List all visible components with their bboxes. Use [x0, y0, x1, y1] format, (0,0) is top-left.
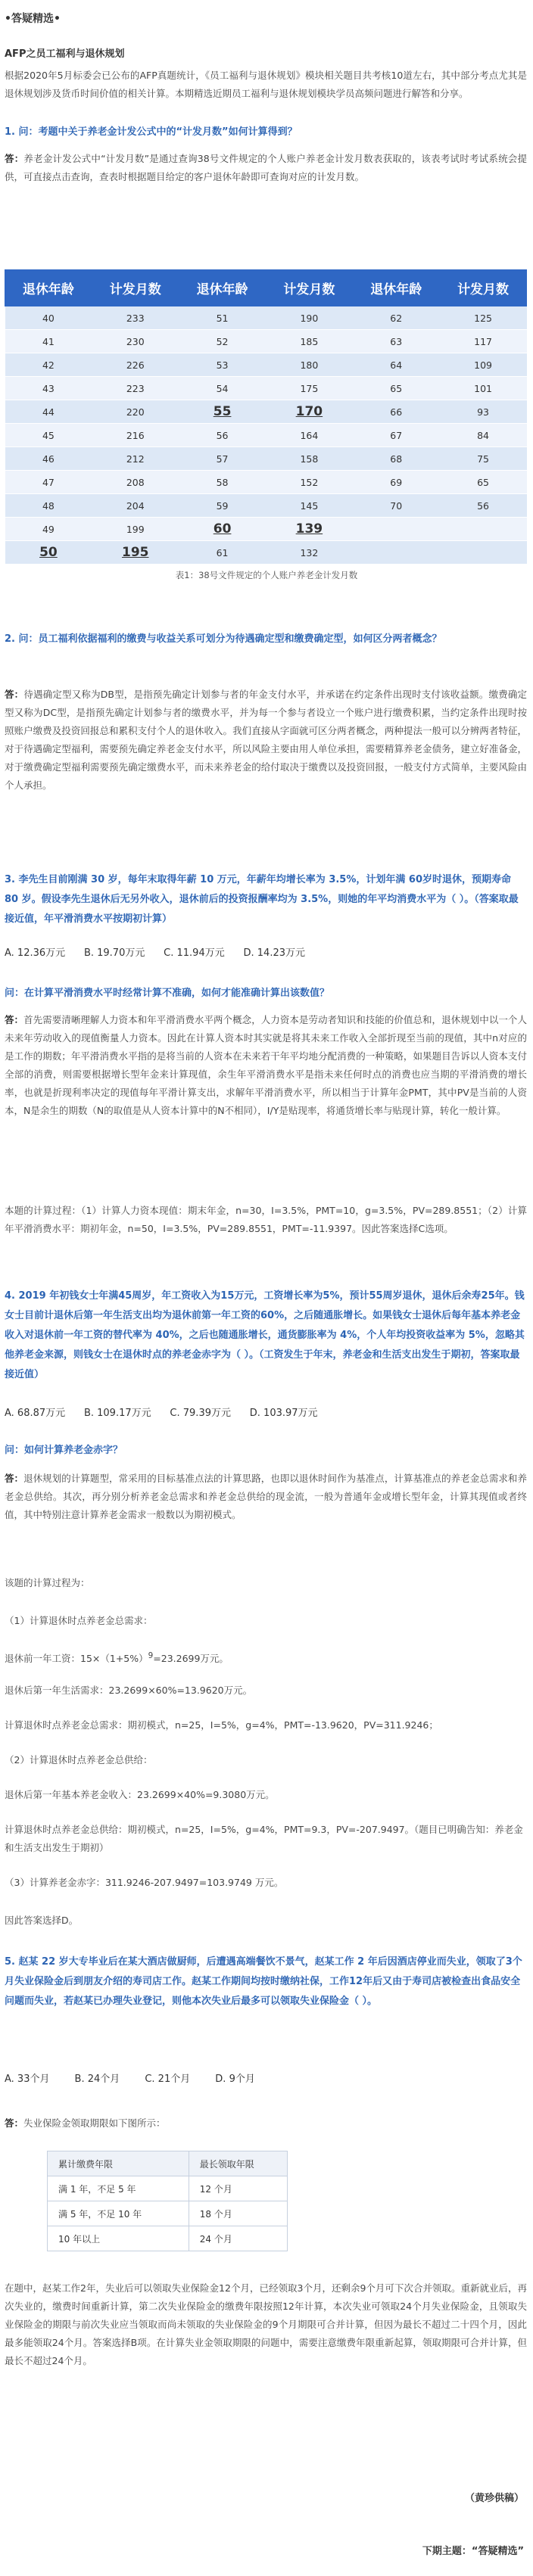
table-cell: 199 — [92, 518, 179, 541]
q3-options — [5, 944, 527, 963]
highlighted-cell: 195 — [92, 541, 179, 565]
table-cell — [440, 541, 527, 565]
table-cell: 158 — [266, 447, 353, 471]
table-caption: 表1：38号文件规定的个人账户养老金计发月数 — [175, 570, 358, 580]
pension-months-table — [5, 269, 527, 565]
header-cell: 退休年龄 — [179, 270, 266, 306]
table-cell: 45 — [5, 424, 92, 447]
article-title: AFP之员工福利与退休规划 — [5, 48, 125, 60]
q5-option-a: A. 33个月 — [5, 2074, 50, 2085]
table-cell: 56 — [440, 494, 527, 518]
table-cell: 220 — [92, 400, 179, 424]
q4-option-c: C. 79.39万元 — [170, 1408, 231, 1419]
unemployment-benefit-table — [47, 2151, 288, 2251]
q4-followup: 问：如何计算养老金赤字？ — [5, 1445, 123, 1456]
table-cell: 223 — [92, 377, 179, 400]
q4-step2-b: 计算退休时点养老金总供给：期初模式，n=25，I=5%，g=4%，PMT=9.3，PV=-207.9497。（题目已明确告知：养老金和生活支出发生于期初） — [5, 1824, 523, 1853]
column-label: •答疑精选• — [5, 13, 61, 25]
table-row — [5, 541, 527, 565]
q5-options — [5, 2070, 527, 2089]
table-cell: 233 — [92, 306, 179, 330]
q3-option-b: B. 19.70万元 — [83, 947, 145, 959]
table-cell: 101 — [440, 377, 527, 400]
table-cell: 43 — [5, 377, 92, 400]
q5-option-b: B. 24个月 — [74, 2074, 120, 2085]
table-cell: 68 — [353, 447, 440, 471]
table-row — [5, 306, 527, 330]
table-cell: 65 — [440, 471, 527, 494]
highlighted-cell: 170 — [266, 400, 353, 424]
q4-options — [5, 1405, 527, 1423]
q2-answer-label: 答： — [5, 689, 24, 700]
q1-answer — [5, 150, 527, 186]
table-cell — [440, 518, 527, 541]
q3-option-c: C. 11.94万元 — [164, 947, 225, 959]
q4-step1-b: 退休后第一年生活需求：23.2699×60%=13.9620万元。 — [5, 1685, 253, 1696]
table-cell: 49 — [5, 518, 92, 541]
table-cell: 24 个月 — [189, 2226, 287, 2251]
table-cell: 185 — [266, 330, 353, 353]
table-cell: 59 — [179, 494, 266, 518]
table-cell: 12 个月 — [189, 2176, 287, 2201]
q4-conclusion: 因此答案选择D。 — [5, 1915, 79, 1926]
table-cell: 65 — [353, 377, 440, 400]
header-cell: 退休年龄 — [353, 270, 440, 306]
q4-step1-a-text: 退休前一年工资：15×（1+5%） — [5, 1653, 148, 1665]
next-topic: 下期主题：“答疑精选” — [422, 2546, 524, 2557]
table-row — [48, 2226, 288, 2251]
table-row — [48, 2201, 288, 2226]
table-cell: 满 5 年，不足 10 年 — [48, 2201, 189, 2226]
table-cell: 51 — [179, 306, 266, 330]
table-row — [5, 377, 527, 400]
table-row — [5, 518, 527, 541]
table-header-row — [48, 2151, 288, 2176]
table-row — [5, 400, 527, 424]
table-cell: 62 — [353, 306, 440, 330]
q5-option-d: D. 9个月 — [215, 2074, 255, 2085]
q4-step3: （3）计算养老金赤字：311.9246-207.9497=103.9749 万元。 — [5, 1877, 284, 1888]
q3-question: 3. 李先生目前刚满 30 岁，每年末取得年薪 10 万元，年薪年均增长率为 3.5%，计划年满 60岁时退休，预期寿命 80 岁。假设李先生退休后无另外收入，退休前后的投资报酬率均为 3.5%，则她的年平均消费水平为（ ）。（答案取最接近值，年平滑消费水平按期初计算） — [5, 874, 519, 925]
table-cell: 最长领取年限 — [189, 2151, 287, 2176]
table-cell: 69 — [353, 471, 440, 494]
q3-calc: 本题的计算过程：（1）计算人力资本现值：期末年金，n=30，I=3.5%，PMT=10，g=3.5%，PV=289.8551；（2）计算年平滑消费水平：期初年金，n=50，I=3.5%，PV=289.8551，PMT=-11.9397。因此答案选择C选项。 — [5, 1205, 527, 1234]
q4-question: 4. 2019 年初钱女士年满45周岁，年工资收入为15万元，工资增长率为5%，预计55周岁退休，退休后余寿25年。钱女士目前计退休后第一年生活支出均为退休前第一年工资的60%，之后随通胀增长。如果钱女士退休后每年基本养老金收入对退休前一年工资的替代率为 40%，之后也随通胀增长，通货膨胀率为 4%，个人年均投资收益率为 5%，忽略其他养老金来源，则钱女士在退休时点的养老金赤字为（ ）。（工资发生于年末，养老金和生活支出发生于期初，答案取最接近值） — [5, 1290, 525, 1380]
highlighted-cell: 139 — [266, 518, 353, 541]
table-cell: 212 — [92, 447, 179, 471]
q4-step1-c: 计算退休时点养老金总需求：期初模式，n=25，I=5%，g=4%，PMT=-13.9620，PV=311.9246； — [5, 1719, 438, 1731]
q5-answer-label: 答： — [5, 2117, 24, 2129]
table-header-row — [5, 270, 527, 306]
q4-step1-a-exponent: 9 — [148, 1651, 154, 1660]
highlighted-cell: 60 — [179, 518, 266, 541]
q5-question: 5. 赵某 22 岁大专毕业后在某大酒店做厨师，后遭遇高端餐饮不景气，赵某工作 2 年后因酒店停业而失业，领取了3个月失业保险金后到朋友介绍的寿司店工作。赵某工作期间均按时缴纳社保，工作12年后又由于寿司店被检查出食品安全问题而失业，若赵某已办理失业登记，则他本次失业后最多可以领取失业保险金（ ）。 — [5, 1956, 522, 2007]
q2-answer-text: 待遇确定型又称为DB型，是指预先确定计划参与者的年金支付水平，并承诺在约定条件出现时支付该收益额。缴费确定型又称为DC型，是指预先确定计划参与者的缴费水平，并为每一个参与者设立一个账户进行缴费积累，当约定条件出现时按照账户缴费及投资回报总和累积支付个人的退休收入。我们直接从字面就可区分两者概念，两种提法一般可以分辨两者特征，对于待遇确定型福利，需要预先确定养老金支付水平，所以风险主要由用人单位承担，需要精算养老金债务，建立好准备金，对于缴费确定型福利需要预先确定缴费水平，而未来养老金的给付取决于缴费以及投资回报，一般支付方式简单，主要风险由个人承担。 — [5, 689, 527, 791]
table-row — [5, 494, 527, 518]
table-cell: 58 — [179, 471, 266, 494]
table-cell: 175 — [266, 377, 353, 400]
table-row — [48, 2176, 288, 2201]
table-cell: 226 — [92, 353, 179, 377]
q3-option-d: D. 14.23万元 — [243, 947, 306, 959]
table-cell: 67 — [353, 424, 440, 447]
table-cell: 53 — [179, 353, 266, 377]
q2-question: 2. 问：员工福利依据福利的缴费与收益关系可划分为待遇确定型和缴费确定型，如何区分两者概念？ — [5, 633, 442, 645]
header-cell: 退休年龄 — [5, 270, 92, 306]
q3-option-a: A. 12.36万元 — [5, 947, 66, 959]
author-credit: （黄珍供稿） — [464, 2493, 524, 2504]
q3-answer-text: 首先需要清晰理解人力资本和年平滑消费水平两个概念，人力资本是劳动者知识和技能的价值总和，退休规划中以一个人未来年劳动收入的现值衡量人力资本。因此在计算人资本时其实就是将其未来工作收入全部折现至当前的现值，其中n对应的是工作的期数；年平滑消费水平指的是将当前的人资本在未来若干年平均地分配消费的一种策略，如果题目告诉以人资本支付全部的消费，则需要根据增长型年金来计算现值，余生年平滑消费水平是指未来任何时点的消费也应当期的平滑消费的增长率，也就是折现利率决定的现值每年平滑计算支出，求解年平滑消费水平，所以相当于计算年金PMT，其中PV是当前的人资本，N是余生的期数（N的取值是从人资本计算中的N不相同），I/Y是贴现率，将通货增长率与贴现计算，转化一般计算。 — [5, 1014, 527, 1116]
q4-step1-a-result: =23.2699万元。 — [153, 1653, 229, 1665]
table-row — [5, 353, 527, 377]
table-row — [5, 424, 527, 447]
table-cell: 66 — [353, 400, 440, 424]
q4-step1-a — [5, 1647, 527, 1668]
table-cell: 40 — [5, 306, 92, 330]
q4-step1-title: （1）计算退休时点养老金总需求： — [5, 1615, 153, 1626]
table-row — [5, 330, 527, 353]
table-cell: 累计缴费年限 — [48, 2151, 189, 2176]
table-row — [5, 471, 527, 494]
table-cell: 208 — [92, 471, 179, 494]
q4-answer-label: 答： — [5, 1473, 24, 1484]
table-cell: 125 — [440, 306, 527, 330]
table-cell: 93 — [440, 400, 527, 424]
highlighted-cell: 55 — [179, 400, 266, 424]
header-cell: 计发月数 — [266, 270, 353, 306]
q4-step2-title: （2）计算退休时点养老金总供给： — [5, 1754, 153, 1766]
q5-option-c: C. 21个月 — [145, 2074, 191, 2085]
table-cell: 47 — [5, 471, 92, 494]
q4-answer-text: 退休规划的计算题型，常采用的目标基准点法的计算思路，也即以退休时间作为基准点，计算基准点的养老金总需求和养老金总供给。其次，再分别分析养老金总需求和养老金总供给的现金流，一般为普通年金或增长型年金，计算其现值或者终值，其中特别注意计算养老金需求一般数以为期初模式。 — [5, 1473, 527, 1520]
q1-answer-label: 答： — [5, 153, 24, 164]
q5-answer-text: 失业保险金领取期限如下图所示： — [23, 2117, 166, 2129]
table-cell: 180 — [266, 353, 353, 377]
table-cell: 109 — [440, 353, 527, 377]
intro-paragraph: 根据2020年5月标委会已公布的AFP真题统计，《员工福利与退休规划》模块相关题目共考核10道左右，其中部分考点尤其是退休规划涉及货币时间价值的相关计算。本期精选近期员工福利与退休规划模块学员高频问题进行解答和分享。 — [5, 70, 527, 99]
table-cell: 10 年以上 — [48, 2226, 189, 2251]
table-cell: 46 — [5, 447, 92, 471]
q2-answer — [5, 686, 527, 795]
q4-answer — [5, 1470, 527, 1524]
q5-answer — [5, 2114, 527, 2133]
table-cell: 64 — [353, 353, 440, 377]
table-cell: 41 — [5, 330, 92, 353]
table-cell: 152 — [266, 471, 353, 494]
q4-option-a: A. 68.87万元 — [5, 1408, 66, 1419]
q1-answer-text: 养老金计发公式中“计发月数”是通过查询38号文件规定的个人账户养老金计发月数表获取的，该表考试时考试系统会提供，可直接点击查询，查表时根据题目给定的客户退休年龄即可查询对应的计发月数。 — [5, 153, 527, 182]
table-cell: 70 — [353, 494, 440, 518]
table-cell: 18 个月 — [189, 2201, 287, 2226]
table-cell: 61 — [179, 541, 266, 565]
table-cell: 44 — [5, 400, 92, 424]
q4-option-b: B. 109.17万元 — [83, 1408, 151, 1419]
table-cell: 52 — [179, 330, 266, 353]
header-cell: 计发月数 — [92, 270, 179, 306]
table-cell: 56 — [179, 424, 266, 447]
q1-question: 1. 问：考题中关于养老金计发公式中的“计发月数”如何计算得到？ — [5, 126, 298, 138]
table-cell: 204 — [92, 494, 179, 518]
table-cell: 63 — [353, 330, 440, 353]
q4-calc-intro: 该题的计算过程为： — [5, 1577, 90, 1588]
table-cell — [353, 518, 440, 541]
table-cell: 54 — [179, 377, 266, 400]
q3-answer — [5, 1011, 527, 1120]
table-cell: 164 — [266, 424, 353, 447]
q3-answer-label: 答： — [5, 1014, 24, 1025]
table-cell: 132 — [266, 541, 353, 565]
highlighted-cell: 50 — [5, 541, 92, 565]
table-cell: 75 — [440, 447, 527, 471]
table-cell: 57 — [179, 447, 266, 471]
table-cell: 84 — [440, 424, 527, 447]
q4-step2-a: 退休后第一年基本养老金收入：23.2699×40%=9.3080万元。 — [5, 1789, 275, 1800]
q4-option-d: D. 103.97万元 — [249, 1408, 318, 1419]
table-cell: 216 — [92, 424, 179, 447]
table-cell: 117 — [440, 330, 527, 353]
table-row — [5, 447, 527, 471]
table-cell: 48 — [5, 494, 92, 518]
q3-followup: 问：在计算平滑消费水平时经常计算不准确，如何才能准确计算出该数值？ — [5, 988, 330, 999]
table-cell: 145 — [266, 494, 353, 518]
table-cell: 190 — [266, 306, 353, 330]
q5-explanation: 在题中，赵某工作2年，失业后可以领取失业保险金12个月，已经领取3个月，还剩余9个月可下次合并领取。重新就业后，再次失业的，缴费时间重新计算，第二次失业保险金的缴费年限按照12年计算，本次失业可领取24个月失业保险金，且领取失业保险金的期限与前次失业应当领取而尚未领取的失业保险金的9个月期限可合并计算，但因为最长不超过二十四个月，因此最多能领取24个月。答案选择B项。在计算失业金领取期限的问题中，需要注意缴费年限重新起算，领取期限可合并计算，但最长不超过24个月。 — [5, 2282, 527, 2366]
table-cell: 满 1 年，不足 5 年 — [48, 2176, 189, 2201]
table-cell: 230 — [92, 330, 179, 353]
table-cell — [353, 541, 440, 565]
table-cell: 42 — [5, 353, 92, 377]
header-cell: 计发月数 — [440, 270, 527, 306]
